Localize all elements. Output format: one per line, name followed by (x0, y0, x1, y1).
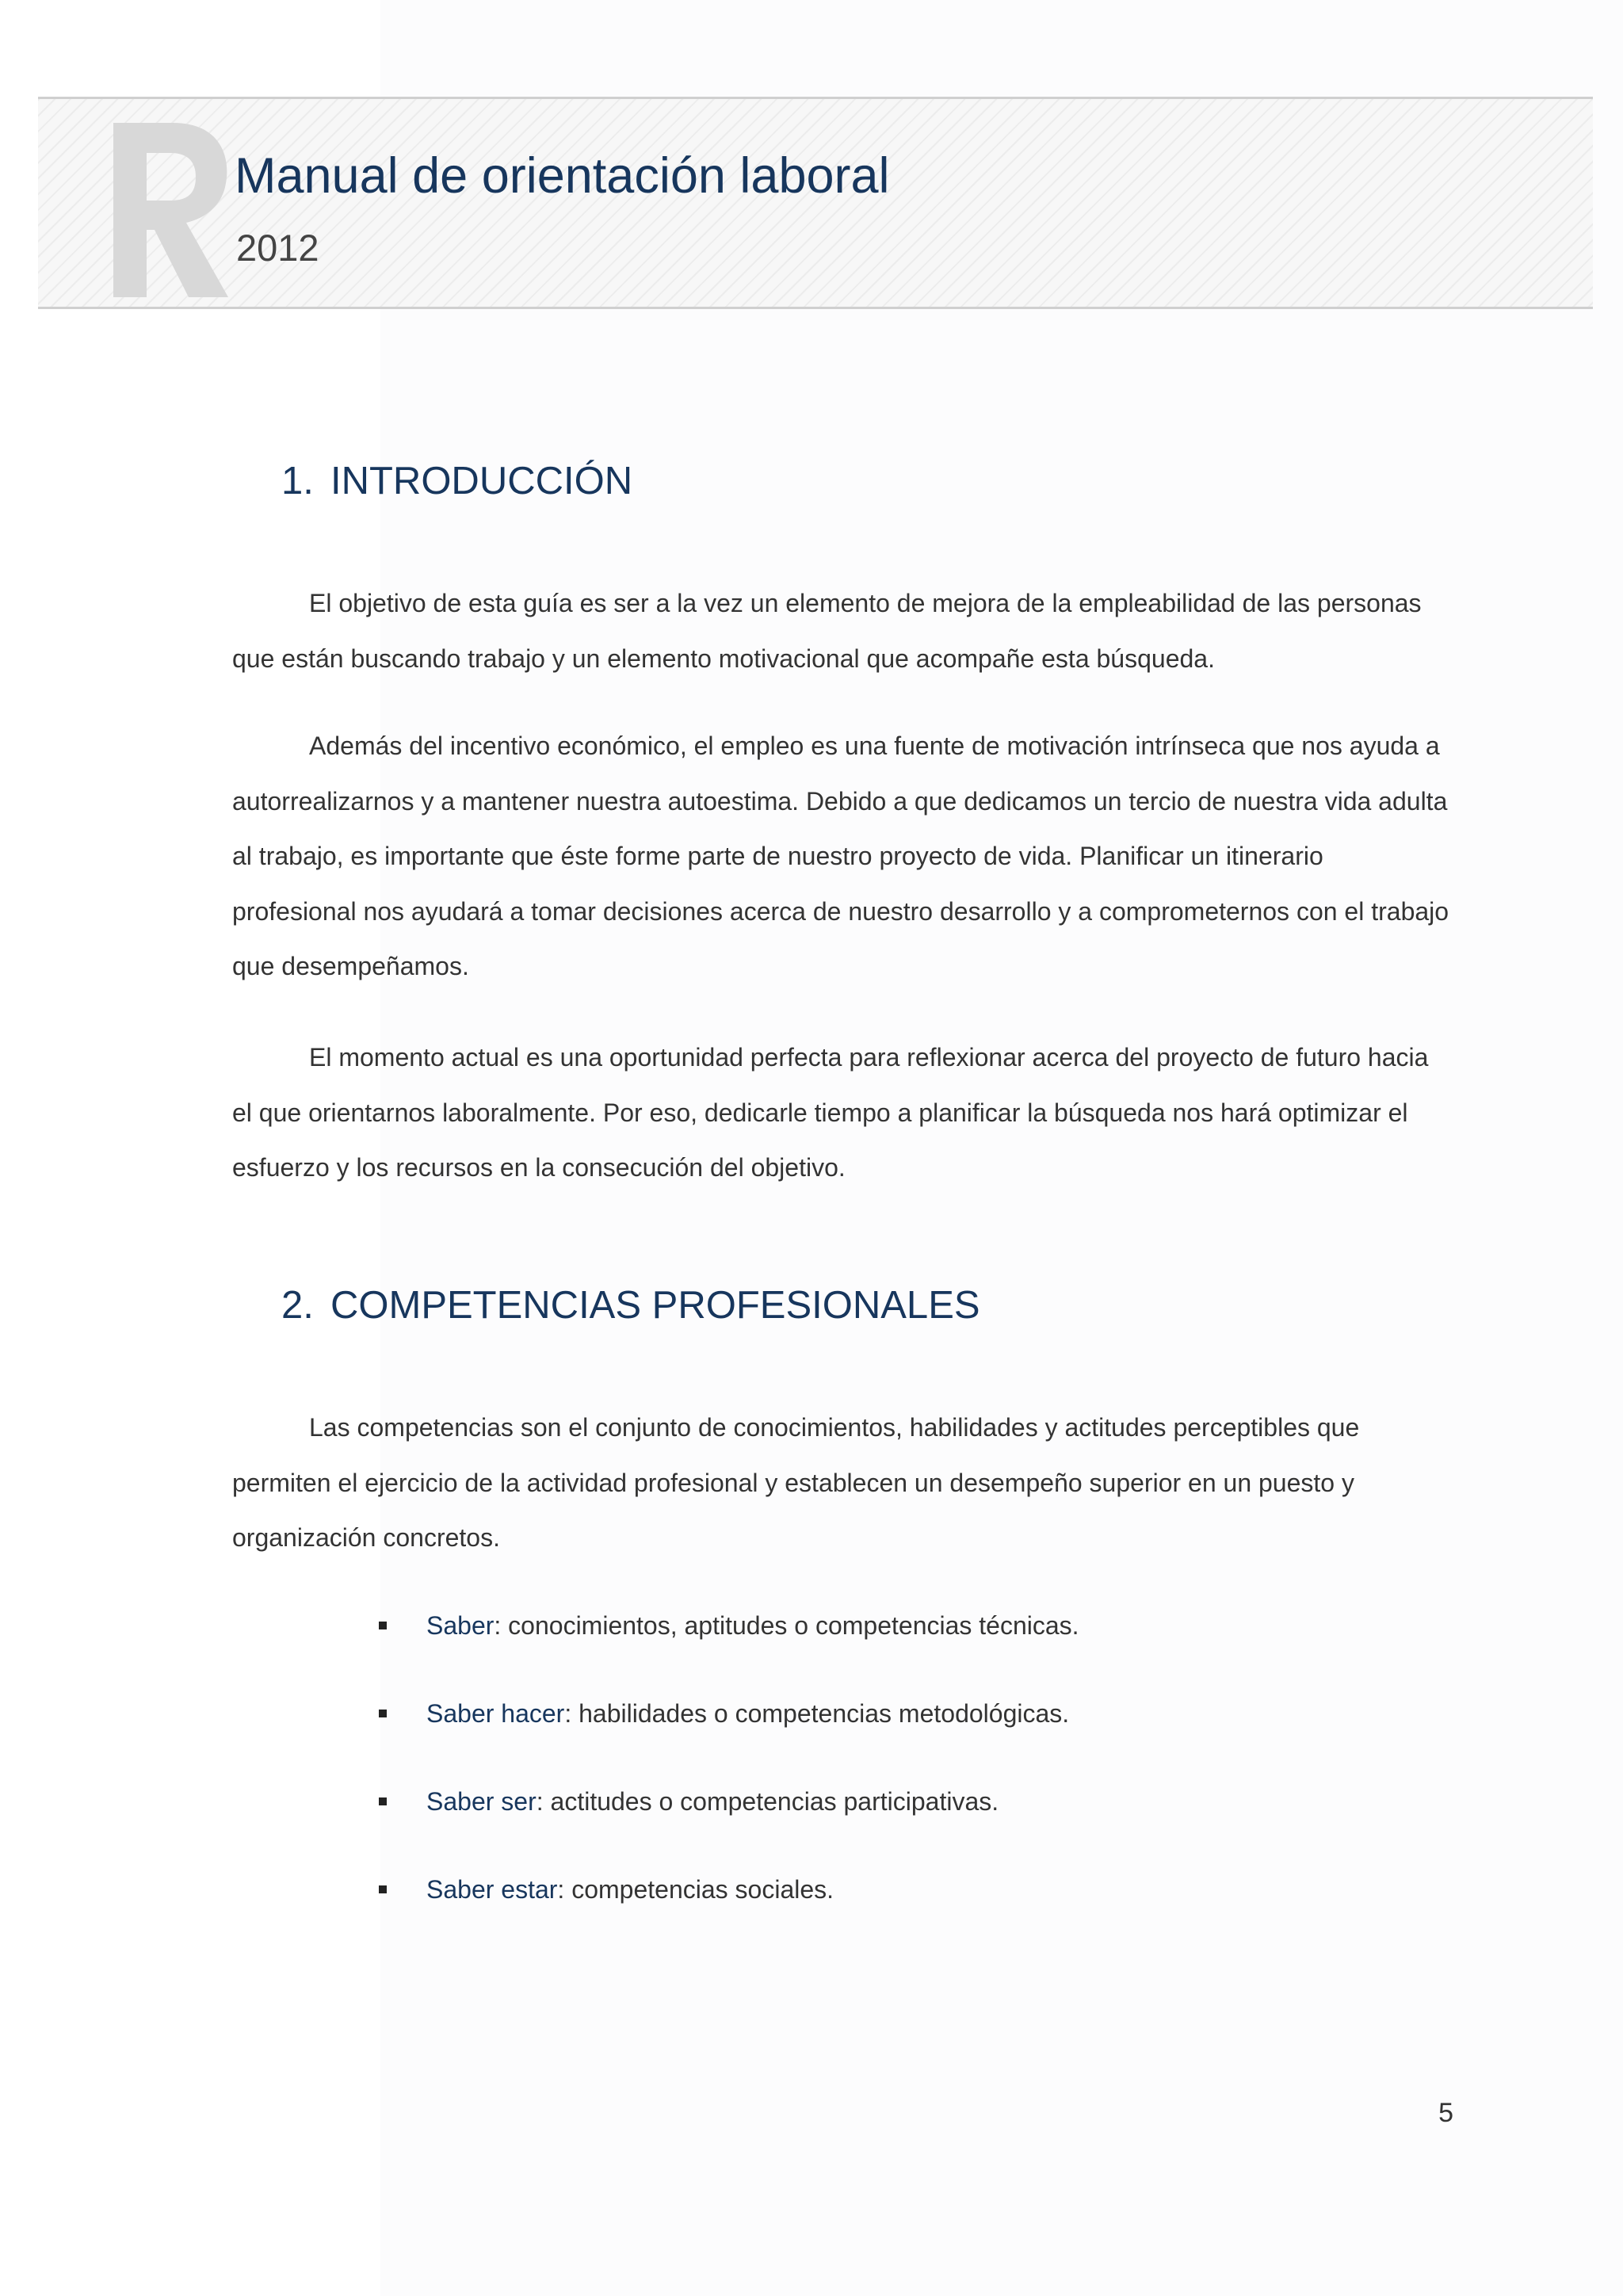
competencies-list (379, 1599, 1488, 1950)
document-header (38, 97, 1593, 309)
paragraph: Además del incentivo económico, el empleo es una fuente de motivación intrínseca que nos ayuda a autorrealizarnos y a mantener nuestra autoestima. Debido a que dedicamos un tercio de nuestra vida adulta al trabajo, es importante que éste forme parte de nuestro proyecto de vida. Planificar un itinerario profesional nos ayudará a tomar decisiones acerca de nuestro desarrollo y a comprometernos con el trabajo que desempeñamos. (232, 732, 1449, 980)
list-item (379, 1599, 1488, 1687)
list-item (379, 1775, 1488, 1862)
list-item (379, 1687, 1488, 1775)
list-item-description: : actitudes o competencias participativas. (536, 1787, 999, 1816)
square-bullet-icon (379, 1885, 387, 1893)
list-item-term: Saber estar (426, 1875, 558, 1904)
paragraph: Las competencias son el conjunto de conocimientos, habilidades y actitudes perceptibles que permiten el ejercicio de la actividad profesional y establecen un desempeño superior en un puesto y organización concretos. (232, 1413, 1360, 1552)
list-item-description: : habilidades o competencias metodológicas. (564, 1699, 1070, 1728)
letter-r-logo-icon (97, 115, 240, 305)
square-bullet-icon (379, 1797, 387, 1805)
document-year: 2012 (236, 227, 319, 269)
list-item-description: : conocimientos, aptitudes o competencias técnicas. (494, 1611, 1079, 1640)
list-item-description: : competencias sociales. (557, 1875, 834, 1904)
paragraph: El objetivo de esta guía es ser a la vez un elemento de mejora de la empleabilidad de las personas que están buscando trabajo y un elemento motivacional que acompañe esta búsqueda. (232, 589, 1422, 673)
list-item-term: Saber hacer (426, 1699, 565, 1728)
section-heading-competencias (281, 1282, 980, 1329)
document-title: Manual de orientación laboral (235, 148, 890, 204)
section-title: COMPETENCIAS PROFESIONALES (330, 1284, 980, 1327)
section-number: 1. (281, 460, 314, 502)
square-bullet-icon (379, 1622, 387, 1629)
list-item (379, 1862, 1488, 1950)
section-heading-introduccion (281, 458, 632, 505)
list-item-term: Saber ser (426, 1787, 537, 1816)
paragraph: El momento actual es una oportunidad perfecta para reflexionar acerca del proyecto de futuro hacia el que orientarnos laboralmente. Por eso, dedicarle tiempo a planificar la búsqueda nos hará optimizar el esfuerzo y los recursos en la consecución del objetivo. (232, 1043, 1429, 1182)
list-item-term: Saber (426, 1611, 495, 1640)
section-number: 2. (281, 1284, 314, 1327)
page-number: 5 (1438, 2098, 1453, 2128)
square-bullet-icon (379, 1710, 387, 1717)
section-title: INTRODUCCIÓN (330, 460, 633, 502)
